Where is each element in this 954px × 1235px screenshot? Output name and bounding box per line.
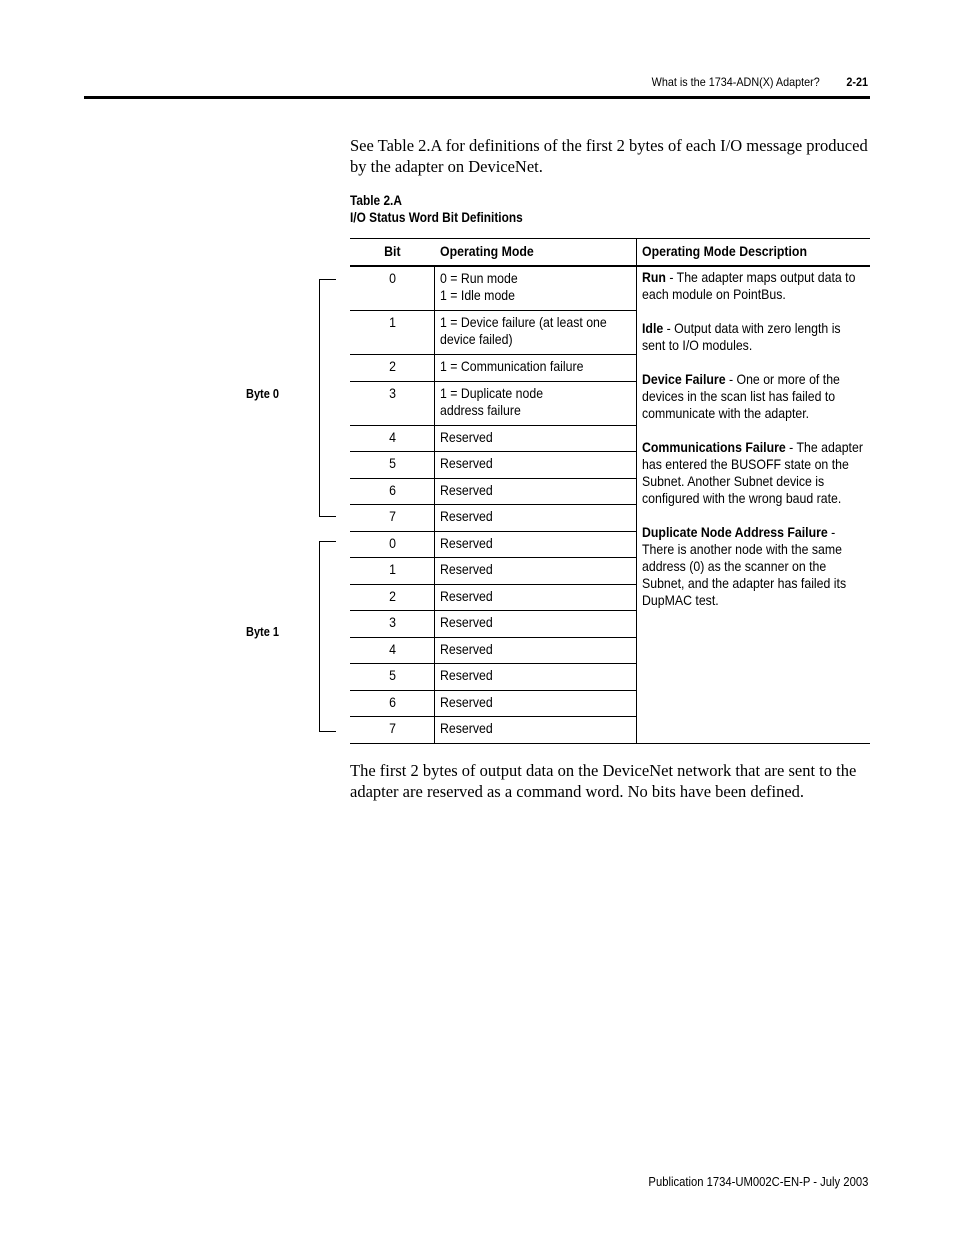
bit-cell: 1 — [389, 314, 396, 330]
table-row — [350, 638, 636, 665]
operating-mode-line: Reserved — [440, 455, 493, 471]
table-row — [350, 558, 636, 585]
operating-mode-cell — [440, 667, 625, 684]
table-row — [350, 382, 636, 426]
mode-description: Communications Failure - The adapter has entered the BUSOFF state on the Subnet. Another Subnet device is configured with the wrong baud rate. — [642, 439, 863, 506]
table-row — [350, 452, 636, 479]
bit-cell: 5 — [389, 455, 396, 471]
status-word-table — [350, 238, 870, 744]
table-row — [350, 311, 636, 355]
bit-cell: 6 — [389, 481, 396, 498]
table-row — [350, 585, 636, 612]
operating-mode-line: Reserved — [440, 534, 493, 551]
operating-mode-line: Reserved — [440, 587, 493, 604]
table-row — [350, 691, 636, 718]
table-row — [350, 717, 636, 743]
bit-cell: 2 — [389, 587, 396, 604]
bit-cell: 3 — [389, 614, 396, 630]
mode-term: Idle — [642, 320, 664, 336]
operating-mode-line: 1 = Device failure (at least one — [440, 314, 607, 330]
bit-cell: 6 — [389, 693, 396, 710]
operating-mode-cell — [440, 720, 625, 737]
mode-term: Run — [642, 269, 666, 285]
table-row — [350, 355, 636, 382]
mode-term: Duplicate Node Address Failure — [642, 524, 828, 540]
operating-mode-line: 1 = Duplicate node — [440, 384, 544, 401]
table-caption-title: I/O Status Word Bit Definitions — [350, 210, 523, 225]
bit-cell: 0 — [389, 534, 396, 551]
operating-mode-line: 1 = Communication failure — [440, 358, 584, 374]
operating-mode-cell — [440, 455, 625, 472]
byte-0-bracket — [319, 279, 336, 517]
bit-cell: 4 — [389, 640, 396, 657]
mode-term: Device Failure — [642, 371, 726, 387]
mode-description: Device Failure - One or more of the devices in the scan list has failed to communicate with the adapter. — [642, 371, 840, 421]
operating-mode-cell — [440, 429, 625, 446]
bit-cell: 0 — [389, 270, 396, 286]
mode-description: Idle - Output data with zero length is sent to I/O modules. — [642, 320, 841, 353]
byte-0-label: Byte 0 — [246, 387, 280, 401]
bit-cell: 7 — [389, 720, 396, 736]
page-number: 2-21 — [846, 75, 868, 89]
operating-mode-line: Reserved — [440, 693, 493, 710]
operating-mode-cell — [440, 694, 625, 711]
operating-mode-line: device failed) — [440, 331, 513, 347]
operating-mode-cell — [440, 508, 625, 525]
operating-mode-cell — [440, 588, 625, 605]
publication-footer: Publication 1734-UM002C-EN-P - July 2003 — [648, 1175, 868, 1189]
operating-mode-line: Reserved — [440, 667, 493, 683]
operating-mode-line: Reserved — [440, 640, 493, 657]
column-divider-desc — [636, 239, 637, 743]
bit-cell: 5 — [389, 667, 396, 683]
bit-cell: 4 — [389, 428, 396, 445]
operating-mode-line: Reserved — [440, 720, 493, 736]
operating-mode-line: 1 = Idle mode — [440, 287, 516, 303]
operating-mode-cell — [440, 270, 625, 304]
operating-mode-cell — [440, 482, 625, 499]
bit-cell: 1 — [389, 561, 396, 577]
operating-mode-cell — [440, 561, 625, 578]
bit-cell: 2 — [389, 358, 396, 374]
operating-mode-line: Reserved — [440, 561, 493, 577]
operating-mode-line: 0 = Run mode — [440, 270, 518, 286]
byte-1-label: Byte 1 — [246, 625, 280, 639]
operating-mode-cell — [440, 614, 625, 631]
operating-mode-line: Reserved — [440, 508, 493, 524]
operating-mode-cell — [440, 641, 625, 658]
outro-paragraph: The first 2 bytes of output data on the DeviceNet network that are sent to the adapter are reserved as a command word. No bits have been defined. — [350, 761, 857, 801]
intro-paragraph: See Table 2.A for definitions of the first 2 bytes of each I/O message produced by the adapter on DeviceNet. — [350, 136, 868, 176]
operating-mode-cell — [440, 358, 625, 375]
operating-mode-cell — [440, 314, 625, 348]
table-row — [350, 267, 636, 311]
operating-mode-line: Reserved — [440, 428, 493, 445]
operating-mode-line: address failure — [440, 401, 521, 418]
operating-mode-line: Reserved — [440, 614, 493, 630]
column-divider-bit — [434, 267, 435, 743]
table-row — [350, 664, 636, 691]
table-row — [350, 611, 636, 638]
table-row — [350, 479, 636, 506]
mode-term: Communications Failure — [642, 439, 786, 455]
operating-mode-line: Reserved — [440, 481, 493, 498]
mode-descriptions — [642, 269, 864, 626]
running-header-title: What is the 1734-ADN(X) Adapter? — [651, 75, 820, 89]
table-row — [350, 505, 636, 532]
header-rule — [84, 96, 870, 99]
bit-cell: 7 — [389, 508, 396, 524]
operating-mode-cell — [440, 535, 625, 552]
header-mode-description: Operating Mode Description — [642, 239, 867, 267]
mode-description: Duplicate Node Address Failure - There is another node with the same address (0) as the scanner on the Subnet, and the adapter has failed its DupMAC test. — [642, 524, 847, 608]
table-caption-number: Table 2.A — [350, 193, 402, 208]
header-operating-mode: Operating Mode — [440, 239, 630, 267]
header-bit: Bit — [350, 239, 435, 267]
table-row — [350, 532, 636, 559]
table-row — [350, 426, 636, 453]
byte-1-bracket — [319, 541, 336, 732]
operating-mode-cell — [440, 385, 625, 419]
bit-cell: 3 — [389, 384, 396, 401]
mode-description: Run - The adapter maps output data to each module on PointBus. — [642, 269, 856, 302]
